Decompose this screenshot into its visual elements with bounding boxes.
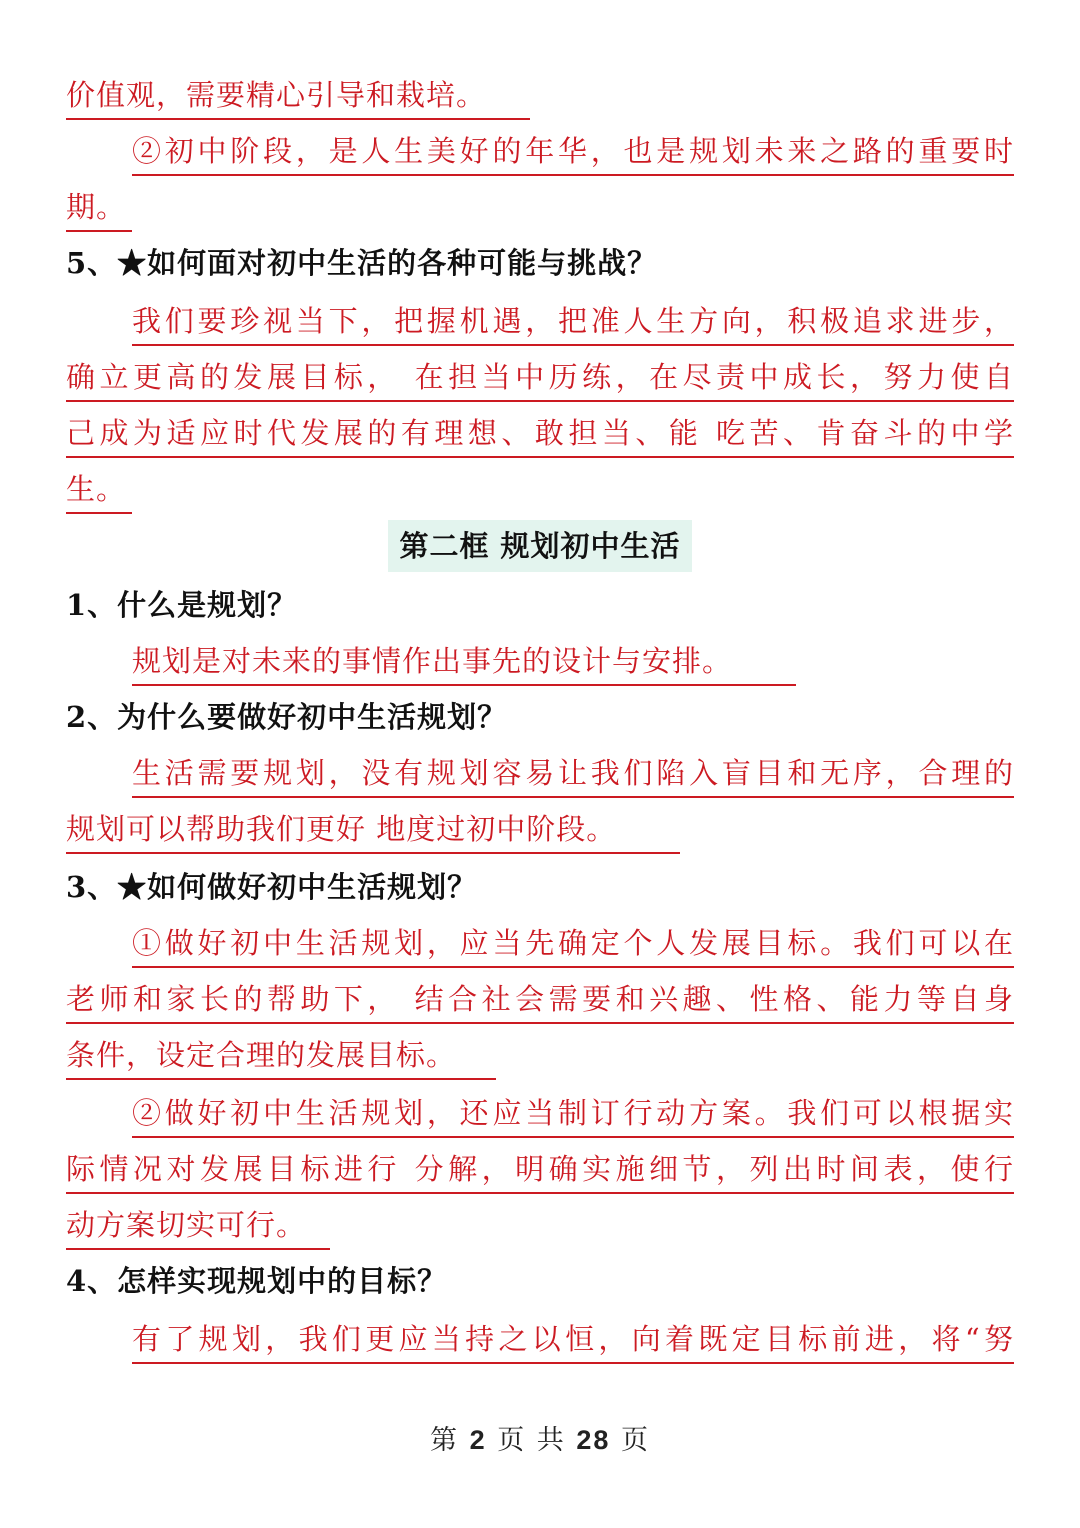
answer-line: 条件，设定合理的发展目标。 bbox=[66, 1030, 496, 1080]
footer-middle: 页 共 bbox=[497, 1425, 566, 1456]
answer-line: 际情况对发展目标进行 分解，明确实施细节，列出时间表，使行 bbox=[66, 1144, 1014, 1194]
footer-suffix: 页 bbox=[621, 1425, 651, 1456]
question-heading: 4、怎样实现规划中的目标？ bbox=[66, 1264, 448, 1298]
answer-line: 价值观，需要精心引导和栽培。 bbox=[66, 70, 530, 120]
answer-line: 生活需要规划，没有规划容易让我们陷入盲目和无序，合理的 bbox=[132, 748, 1014, 798]
answer-line: 老师和家长的帮助下， 结合社会需要和兴趣、性格、能力等自身 bbox=[66, 974, 1014, 1024]
question-heading: 1、什么是规划？ bbox=[66, 588, 298, 622]
footer-prefix: 第 bbox=[429, 1425, 459, 1456]
answer-line: 己成为适应时代发展的有理想、敢担当、能 吃苦、肯奋斗的中学 bbox=[66, 408, 1014, 458]
section-title: 第二框 规划初中生活 bbox=[388, 520, 692, 572]
answer-line: 有了规划，我们更应当持之以恒，向着既定目标前进，将“努 bbox=[132, 1314, 1014, 1364]
answer-line: ①做好初中生活规划，应当先确定个人发展目标。我们可以在 bbox=[132, 918, 1014, 968]
answer-line: 生。 bbox=[66, 464, 132, 514]
current-page-number: 2 bbox=[469, 1425, 487, 1455]
answer-line: ②做好初中生活规划，还应当制订行动方案。我们可以根据实 bbox=[132, 1088, 1014, 1138]
question-heading: 3、★如何做好初中生活规划？ bbox=[66, 870, 478, 904]
question-heading: 2、为什么要做好初中生活规划？ bbox=[66, 700, 508, 734]
page-footer bbox=[0, 1418, 1080, 1457]
answer-line: 确立更高的发展目标， 在担当中历练，在尽责中成长，努力使自 bbox=[66, 352, 1014, 402]
answer-line: 我们要珍视当下，把握机遇，把准人生方向，积极追求进步， bbox=[132, 296, 1014, 346]
answer-line: 动方案切实可行。 bbox=[66, 1200, 330, 1250]
answer-line: 规划是对未来的事情作出事先的设计与安排。 bbox=[132, 636, 796, 686]
answer-line: 期。 bbox=[66, 182, 132, 232]
answer-line: 规划可以帮助我们更好 地度过初中阶段。 bbox=[66, 804, 680, 854]
question-heading: 5、★如何面对初中生活的各种可能与挑战？ bbox=[66, 246, 658, 280]
total-pages-number: 28 bbox=[576, 1425, 611, 1455]
answer-line: ②初中阶段，是人生美好的年华，也是规划未来之路的重要时 bbox=[132, 126, 1014, 176]
